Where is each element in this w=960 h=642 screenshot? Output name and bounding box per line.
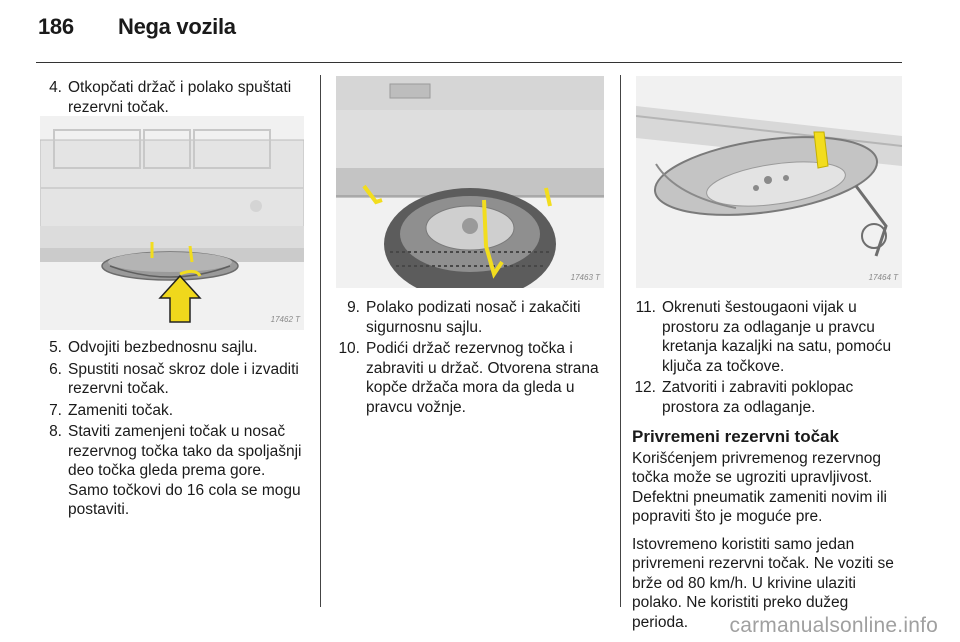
step-7: 7. Zameniti točak. bbox=[49, 401, 174, 419]
step-10: 10. Podići držač rezervnog točka i zabraviti u držač. Otvorena strana kopče držača mora da gleda u pravcu vožnje. bbox=[338, 340, 599, 416]
step-12: 12. Zatvoriti i zabraviti poklopac prostora za odlaganje. bbox=[634, 379, 854, 416]
figure-3-code: 17464 T bbox=[868, 273, 898, 282]
column-1 bbox=[42, 78, 308, 119]
paragraph-2: Istovremeno koristiti samo jedan privremeni rezervni točak. Ne voziti se brže od 80 km/h. U krivine ulaziti polako. Ne koristiti preko dužeg perioda. bbox=[632, 535, 894, 631]
figure-spare-wheel-stowed bbox=[636, 76, 902, 288]
figure-spare-wheel-raised bbox=[336, 76, 604, 288]
step-8: 8. Staviti zamenjeni točak u nosač rezervnog točka tako da spoljašnji deo točka gleda prema gore. Samo točkovi do 16 cola se mogu postaviti. bbox=[49, 423, 302, 518]
figure-1-code: 17462 T bbox=[270, 315, 300, 324]
figure-spare-wheel-lowered bbox=[40, 116, 304, 330]
column-divider-2 bbox=[620, 75, 621, 607]
step-9: 9. Polako podizati nosač i zakačiti sigurnosnu sajlu. bbox=[347, 299, 581, 336]
column-divider-1 bbox=[320, 75, 321, 607]
step-6: 6. Spustiti nosač skroz dole i izvaditi rezervni točak. bbox=[49, 360, 299, 397]
header-rule bbox=[36, 62, 902, 63]
paragraph-1: Korišćenjem privremenog rezervnog točka može se ugroziti upravljivost. Defektni pneumatik zameniti novim ili popraviti što je moguće pre. bbox=[632, 449, 887, 525]
step-4: 4. Otkopčati držač i polako spuštati rezervni točak. bbox=[49, 79, 292, 116]
figure-2-illustration bbox=[336, 76, 604, 288]
page-title: Nega vozila bbox=[118, 14, 236, 39]
column-1-steps bbox=[42, 338, 308, 522]
page-number: 186 bbox=[38, 14, 74, 39]
column-3-text bbox=[632, 298, 904, 640]
section-heading: Privremeni rezervni točak bbox=[632, 427, 839, 446]
watermark: carmanualsonline.info bbox=[729, 614, 938, 637]
page-header bbox=[38, 14, 236, 46]
column-2-steps bbox=[336, 298, 614, 419]
step-11: 11. Okrenuti šestougaoni vijak u prostoru za odlaganje u pravcu kretanja kazaljki na satu, pomoću ključa za točkove. bbox=[635, 299, 892, 375]
figure-3-illustration bbox=[636, 76, 902, 288]
figure-2-code: 17463 T bbox=[570, 273, 600, 282]
figure-1-illustration bbox=[40, 116, 304, 330]
step-5: 5. Odvojiti bezbednosnu sajlu. bbox=[49, 339, 258, 356]
